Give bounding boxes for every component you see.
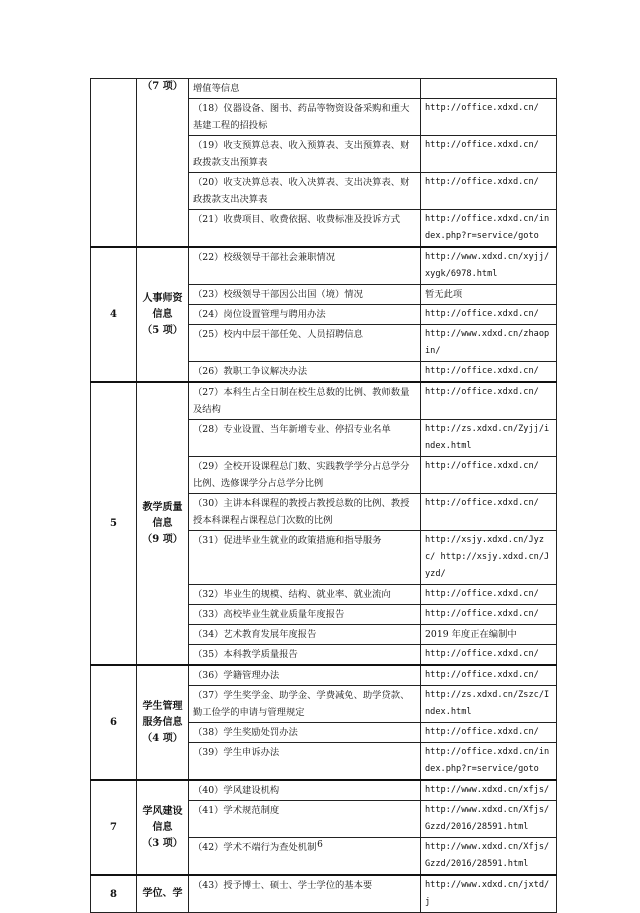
- item-url-note: 暂无此项: [421, 285, 557, 305]
- item-description: （39）学生申诉办法: [189, 743, 421, 781]
- item-description: （26）教职工争议解决办法: [189, 362, 421, 383]
- item-description: （37）学生奖学金、助学金、学费减免、助学贷款、勤工俭学的申请与管理规定: [189, 686, 421, 723]
- item-description: （38）学生奖励处罚办法: [189, 723, 421, 743]
- item-url-link[interactable]: http://zs.xdxd.cn/Zszc/Index.html: [421, 686, 557, 723]
- item-url-link[interactable]: http://www.xdxd.cn/xfjs/: [421, 780, 557, 801]
- disclosure-table: [90, 78, 557, 913]
- item-url-link[interactable]: http://office.xdxd.cn/: [421, 382, 557, 420]
- item-url-link[interactable]: http://www.xdxd.cn/Xfjs/Gzzd/2016/28591.html: [421, 801, 557, 838]
- item-url-link[interactable]: http://office.xdxd.cn/: [421, 173, 557, 210]
- table-row: [91, 780, 557, 801]
- category-count: （3 项）: [142, 837, 183, 849]
- item-description: （42）学术不端行为查处机制: [189, 838, 421, 876]
- section-category: [137, 247, 189, 382]
- item-url-link[interactable]: http://office.xdxd.cn/: [421, 723, 557, 743]
- item-description: （29）全校开设课程总门数、实践教学学分占总学分比例、选修课学分占总学分比例: [189, 457, 421, 494]
- section-number: 5: [91, 382, 137, 665]
- category-title: 教学质量信息: [142, 501, 183, 529]
- item-url-link[interactable]: http://office.xdxd.cn/: [421, 136, 557, 173]
- item-description: （19）收支预算总表、收入预算表、支出预算表、财政拨款支出预算表: [189, 136, 421, 173]
- item-description: （21）收费项目、收费依据、收费标准及投诉方式: [189, 210, 421, 248]
- item-description: （24）岗位设置管理与聘用办法: [189, 305, 421, 325]
- item-description: （30）主讲本科课程的教授占教授总数的比例、教授授本科课程占课程总门次数的比例: [189, 494, 421, 531]
- item-url-link[interactable]: http://www.xdxd.cn/Xfjs/Gzzd/2016/28591.html: [421, 838, 557, 876]
- section-number: 7: [91, 780, 137, 875]
- item-url-link[interactable]: http://www.xdxd.cn/zhaopin/: [421, 325, 557, 362]
- category-title: 学风建设信息: [142, 805, 183, 833]
- item-description: （40）学风建设机构: [189, 780, 421, 801]
- section-category: [137, 382, 189, 665]
- section-number: 4: [91, 247, 137, 382]
- item-url-link[interactable]: http://office.xdxd.cn/: [421, 494, 557, 531]
- item-url-link[interactable]: http://office.xdxd.cn/index.php?r=service/goto: [421, 743, 557, 781]
- category-title: 人事师资信息: [142, 292, 183, 320]
- table-row: [91, 247, 557, 285]
- item-description: （36）学籍管理办法: [189, 665, 421, 686]
- table-row: [91, 79, 557, 99]
- item-url-link[interactable]: http://office.xdxd.cn/: [421, 99, 557, 136]
- item-url-link[interactable]: http://office.xdxd.cn/: [421, 605, 557, 625]
- section-number: 8: [91, 875, 137, 913]
- item-url-link[interactable]: http://office.xdxd.cn/: [421, 457, 557, 494]
- item-description: （22）校级领导干部社会兼职情况: [189, 247, 421, 285]
- item-url-link[interactable]: http://office.xdxd.cn/: [421, 585, 557, 605]
- item-url-link[interactable]: http://zs.xdxd.cn/Zyjj/index.html: [421, 420, 557, 457]
- section-category: [137, 780, 189, 875]
- item-description: （27）本科生占全日制在校生总数的比例、教师数量及结构: [189, 382, 421, 420]
- item-url-link[interactable]: http://office.xdxd.cn/: [421, 362, 557, 383]
- section-category: [137, 875, 189, 913]
- category-title: 学位、学: [142, 888, 183, 899]
- item-url-link[interactable]: http://office.xdxd.cn/index.php?r=service/goto: [421, 210, 557, 248]
- section-number: [91, 79, 137, 248]
- category-count: （5 项）: [142, 324, 183, 336]
- item-description: （32）毕业生的规模、结构、就业率、就业流向: [189, 585, 421, 605]
- item-description: 增值等信息: [189, 79, 421, 99]
- category-count: （7 项）: [142, 81, 183, 92]
- item-description: （20）收支决算总表、收入决算表、支出决算表、财政拨款支出决算表: [189, 173, 421, 210]
- page-number: 6: [317, 840, 323, 850]
- item-url-link[interactable]: http://www.xdxd.cn/xyjj/xygk/6978.html: [421, 247, 557, 285]
- table-row: [91, 875, 557, 913]
- item-url-link[interactable]: http://office.xdxd.cn/: [421, 665, 557, 686]
- table-row: [91, 665, 557, 686]
- item-url-note: [421, 79, 557, 99]
- category-count: （9 项）: [142, 533, 183, 545]
- item-url-link[interactable]: http://xsjy.xdxd.cn/Jyzc/ http://xsjy.xdxd.cn/Jyzd/: [421, 531, 557, 585]
- section-category: [137, 665, 189, 780]
- category-count: （4 项）: [142, 732, 183, 744]
- section-category: [137, 79, 189, 248]
- item-description: （25）校内中层干部任免、人员招聘信息: [189, 325, 421, 362]
- item-description: （34）艺术教育发展年度报告: [189, 625, 421, 645]
- item-description: （31）促进毕业生就业的政策措施和指导服务: [189, 531, 421, 585]
- item-url-link[interactable]: http://www.xdxd.cn/jxtd/j: [421, 875, 557, 913]
- item-description: （18）仪器设备、图书、药品等物资设备采购和重大基建工程的招投标: [189, 99, 421, 136]
- item-description: （28）专业设置、当年新增专业、停招专业名单: [189, 420, 421, 457]
- table-row: [91, 382, 557, 420]
- item-url-link[interactable]: http://office.xdxd.cn/: [421, 305, 557, 325]
- category-title: 学生管理服务信息: [142, 700, 183, 728]
- item-description: （41）学术规范制度: [189, 801, 421, 838]
- item-description: （43）授予博士、硕士、学士学位的基本要: [189, 875, 421, 913]
- item-description: （23）校级领导干部因公出国（境）情况: [189, 285, 421, 305]
- item-url-link[interactable]: http://office.xdxd.cn/: [421, 645, 557, 666]
- item-description: （35）本科教学质量报告: [189, 645, 421, 666]
- section-number: 6: [91, 665, 137, 780]
- item-url-note: 2019 年度正在编制中: [421, 625, 557, 645]
- item-description: （33）高校毕业生就业质量年度报告: [189, 605, 421, 625]
